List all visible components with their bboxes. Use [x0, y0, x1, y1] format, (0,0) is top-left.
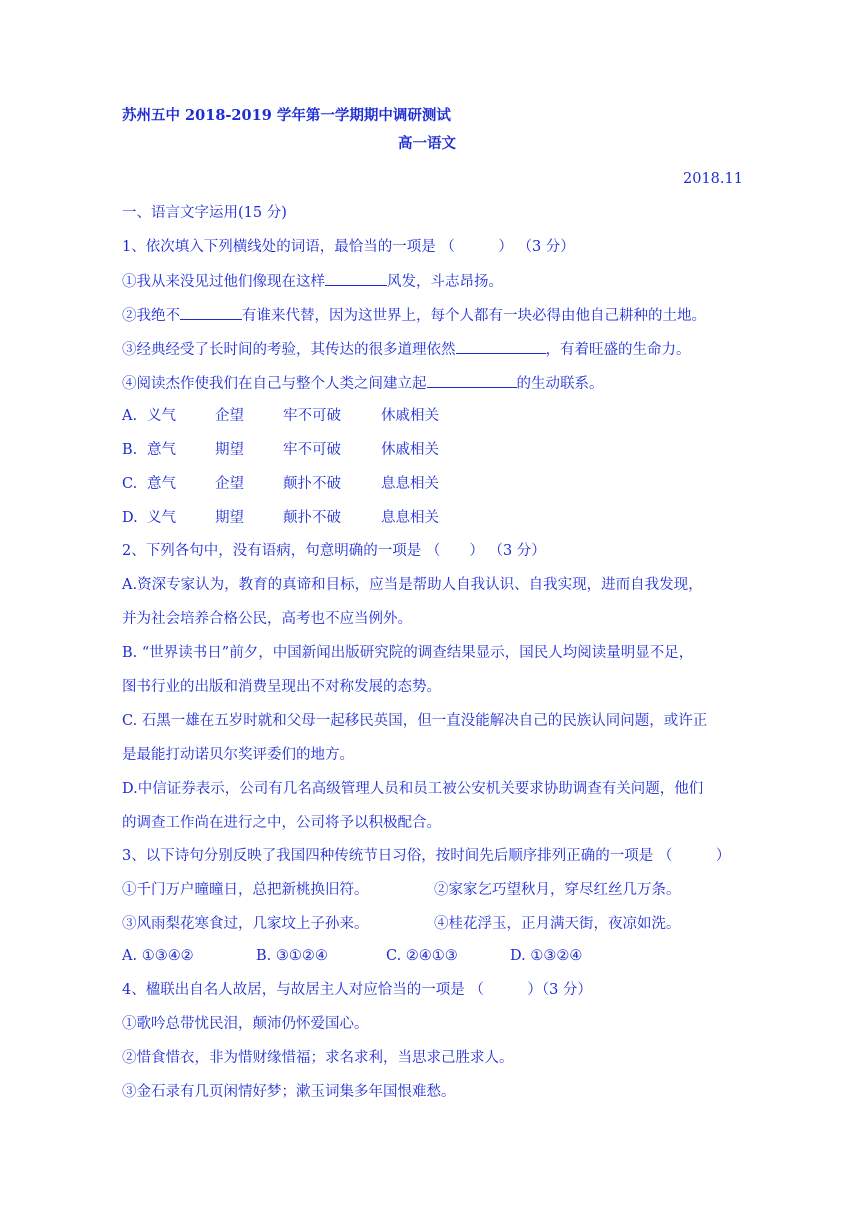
option-word-3: 颠扑不破 — [283, 510, 341, 526]
q3-poem-2: ②家家乞巧望秋月，穿尽红丝几万条。 — [434, 882, 681, 898]
option-word-3: 颠扑不破 — [283, 476, 341, 492]
q1-s3-after: ，有着旺盛的生命力。 — [545, 342, 691, 358]
q1-s4-before: ④阅读杰作使我们在自己与整个人类之间建立起 — [122, 376, 427, 392]
option-word-2: 期望 — [215, 442, 244, 458]
q2-option-b-line-1: B. “世界读书日”前夕，中国新闻出版研究院的调查结果显示，国民人均阅读量明显不足， — [122, 645, 694, 661]
q4-couplet-2: ②惜食惜衣，非为惜财缘惜福；求名求利，当思求己胜求人。 — [122, 1050, 514, 1066]
q3-option-c: C. ②④①③ — [386, 948, 458, 964]
q2-option-b-line-2: 图书行业的出版和消费呈现出不对称发展的态势。 — [122, 679, 441, 695]
q1-sentence-2 — [122, 305, 706, 326]
q4-couplet-3: ③金石录有几页闲情好梦；漱玉词集多年国恨难愁。 — [122, 1084, 456, 1100]
school-title: 苏州五中 2018-2019 学年第一学期期中调研测试 — [122, 107, 451, 124]
option-word-4: 休戚相关 — [381, 408, 439, 424]
option-word-1: 义气 — [147, 510, 176, 526]
option-letter: A. — [122, 408, 138, 424]
q1-sentence-4 — [122, 373, 604, 394]
section-1-title: 一、语言文字运用(15 分) — [122, 205, 287, 221]
q1-sentence-3 — [122, 339, 691, 360]
q2-option-d-line-1: D.中信证券表示，公司有几名高级管理人员和员工被公安机关要求协助调查有关问题，他们 — [122, 781, 704, 797]
q1-s3-before: ③经典经受了长时间的考验，其传达的很多道理依然 — [122, 342, 456, 358]
q2-option-c-line-1: C. 石黑一雄在五岁时就和父母一起移民英国，但一直没能解决自己的民族认同问题，或许正 — [122, 713, 708, 729]
q3-stem: 3、以下诗句分别反映了我国四种传统节日习俗，按时间先后顺序排列正确的一项是 （ ） — [122, 848, 731, 864]
fill-blank — [456, 339, 546, 354]
q2-option-c-line-2: 是最能打动诺贝尔奖评委们的地方。 — [122, 747, 354, 763]
q2-option-a-line-2: 并为社会培养合格公民，高考也不应当例外。 — [122, 611, 412, 627]
q3-option-d: D. ①③②④ — [510, 948, 583, 964]
q3-option-a: A. ①③④② — [122, 948, 194, 964]
option-word-4: 息息相关 — [381, 476, 439, 492]
option-word-2: 企望 — [215, 408, 244, 424]
fill-blank — [427, 373, 517, 388]
option-letter: C. — [122, 476, 138, 492]
q1-s4-after: 的生动联系。 — [516, 376, 604, 392]
option-word-4: 息息相关 — [381, 510, 439, 526]
option-word-2: 期望 — [215, 510, 244, 526]
q4-couplet-1: ①歌吟总带忧民泪，颠沛仍怀爱国心。 — [122, 1016, 369, 1032]
fill-blank — [325, 271, 387, 286]
q3-poem-1: ①千门万户曈曈日，总把新桃换旧符。 — [122, 882, 369, 898]
q1-s2-after: 有谁来代替，因为这世界上，每个人都有一块必得由他自己耕种的土地。 — [242, 308, 706, 324]
option-word-2: 企望 — [215, 476, 244, 492]
q1-s1-after: 风发，斗志昂扬。 — [387, 274, 503, 290]
option-letter: B. — [122, 442, 138, 458]
q3-option-b: B. ③①②④ — [256, 948, 328, 964]
q1-s1-before: ①我从来没见过他们像现在这样 — [122, 274, 325, 290]
q2-option-d-line-2: 的调查工作尚在进行之中，公司将予以积极配合。 — [122, 815, 441, 831]
q1-s2-before: ②我绝不 — [122, 308, 180, 324]
option-word-4: 休戚相关 — [381, 442, 439, 458]
option-word-1: 意气 — [147, 476, 176, 492]
q1-sentence-1 — [122, 271, 503, 292]
q3-poem-3: ③风雨梨花寒食过，几家坟上子孙来。 — [122, 916, 369, 932]
subject-title: 高一语文 — [398, 135, 456, 152]
option-letter: D. — [122, 510, 138, 526]
q4-stem: 4、楹联出自名人故居，与故居主人对应恰当的一项是 （ ）（3 分） — [122, 982, 592, 998]
option-word-3: 牢不可破 — [283, 408, 341, 424]
q2-option-a-line-1: A.资深专家认为，教育的真谛和目标，应当是帮助人自我认识、自我实现，进而自我发现， — [122, 577, 703, 593]
fill-blank — [180, 305, 242, 320]
q3-poem-4: ④桂花浮玉，正月满天街，夜凉如洗。 — [434, 916, 681, 932]
option-word-1: 义气 — [147, 408, 176, 424]
q1-stem: 1、依次填入下列横线处的词语，最恰当的一项是 （ ） （3 分） — [122, 239, 575, 255]
option-word-3: 牢不可破 — [283, 442, 341, 458]
exam-date: 2018.11 — [683, 171, 743, 187]
q2-stem: 2、下列各句中，没有语病，句意明确的一项是 （ ） （3 分） — [122, 543, 546, 559]
option-word-1: 意气 — [147, 442, 176, 458]
